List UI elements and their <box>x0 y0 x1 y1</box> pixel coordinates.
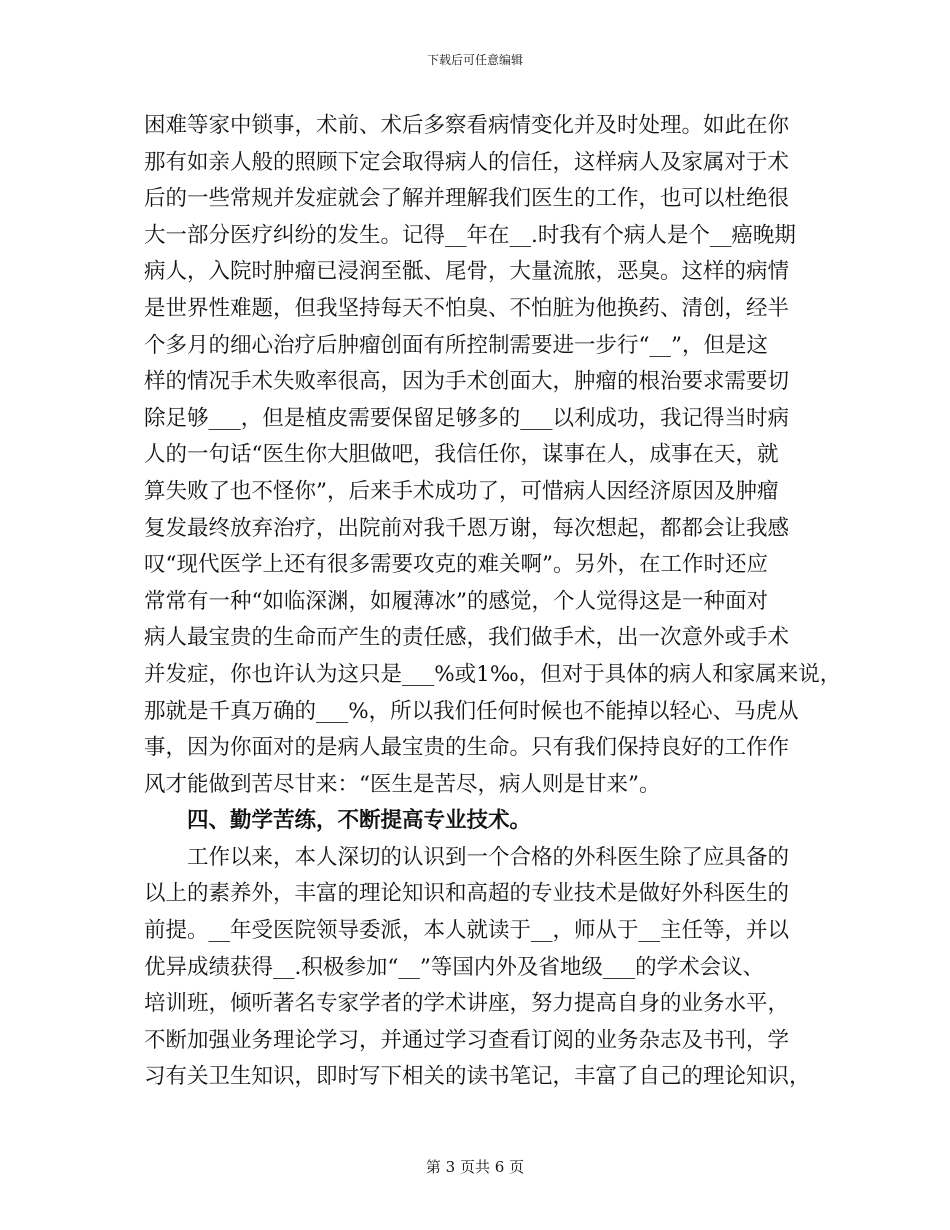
text-line: 前提。__年受医院领导委派，本人就读于__，师从于__主任等，并以 <box>144 918 790 944</box>
text-line: 那有如亲人般的照顾下定会取得病人的信任，这样病人及家属对于术 <box>144 149 790 175</box>
text-line: 工作以来，本人深切的认识到一个合格的外科医生除了应具备的 <box>187 844 790 870</box>
text-line: 复发最终放弃治疗，出院前对我千恩万谢，每次想起，都都会让我感 <box>144 515 790 541</box>
text-line: 培训班，倾听著名专家学者的学术讲座，努力提高自身的业务水平， <box>144 991 790 1017</box>
text-line: 算失败了也不怪你”，后来手术成功了，可惜病人因经济原因及肿瘤 <box>144 478 779 504</box>
text-line: 并发症，你也许认为这只是___%或1‰，但对于具体的病人和家属来说， <box>144 661 842 687</box>
page-footer: 第 3 页共 6 页 <box>425 1158 525 1176</box>
section-heading: 四、勤学苦练，不断提高专业技术。 <box>187 808 532 834</box>
text-line: 样的情况手术失败率很高，因为手术创面大，肿瘤的根治要求需要切 <box>144 369 790 395</box>
text-line: 除足够___，但是植皮需要保留足够多的___以利成功，我记得当时病 <box>144 405 790 431</box>
text-line: 风才能做到苦尽甘来：“医生是苦尽，病人则是甘来”。 <box>144 771 661 797</box>
text-line: 是世界性难题，但我坚持每天不怕臭、不怕脏为他换药、清创，经半 <box>144 295 790 321</box>
text-line: 常常有一种“如临深渊，如履薄冰”的感觉，个人觉得这是一种面对 <box>144 588 768 614</box>
text-line: 后的一些常规并发症就会了解并理解我们医生的工作，也可以杜绝很 <box>144 186 790 212</box>
page-header: 下载后可任意编辑 <box>426 53 523 67</box>
text-line: 那就是千真万确的___%，所以我们任何时候也不能掉以轻心、马虎从 <box>144 698 799 724</box>
document-body <box>144 108 842 1096</box>
text-line: 叹“现代医学上还有很多需要攻克的难关啊”。另外，在工作时还应 <box>144 552 768 578</box>
text-line: 病人，入院时肿瘤已浸润至骶、尾骨，大量流脓，恶臭。这样的病情 <box>144 259 790 285</box>
text-line: 个多月的细心治疗后肿瘤创面有所控制需要进一步行“__”，但是这 <box>144 332 768 358</box>
text-line: 困难等家中锁事，术前、术后多察看病情变化并及时处理。如此在你 <box>144 113 790 138</box>
text-line: 事，因为你面对的是病人最宝贵的生命。只有我们保持良好的工作作 <box>144 735 790 761</box>
text-line: 以上的素养外，丰富的理论知识和高超的专业技术是做好外科医生的 <box>144 881 790 907</box>
text-line: 病人最宝贵的生命而产生的责任感，我们做手术，出一次意外或手术 <box>144 625 790 651</box>
text-line: 人的一句话“医生你大胆做吧，我信任你，谋事在人，成事在天，就 <box>144 442 779 468</box>
text-line: 优异成绩获得__.积极参加“__”等国内外及省地级___的学术会议、 <box>144 954 765 980</box>
text-line: 不断加强业务理论学习，并通过学习查看订阅的业务杂志及书刊，学 <box>144 1027 790 1053</box>
text-line: 习有关卫生知识，即时写下相关的读书笔记，丰富了自己的理论知识， <box>144 1064 811 1090</box>
text-line: 大一部分医疗纠纷的发生。记得__年在__.时我有个病人是个__癌晚期 <box>144 222 796 248</box>
